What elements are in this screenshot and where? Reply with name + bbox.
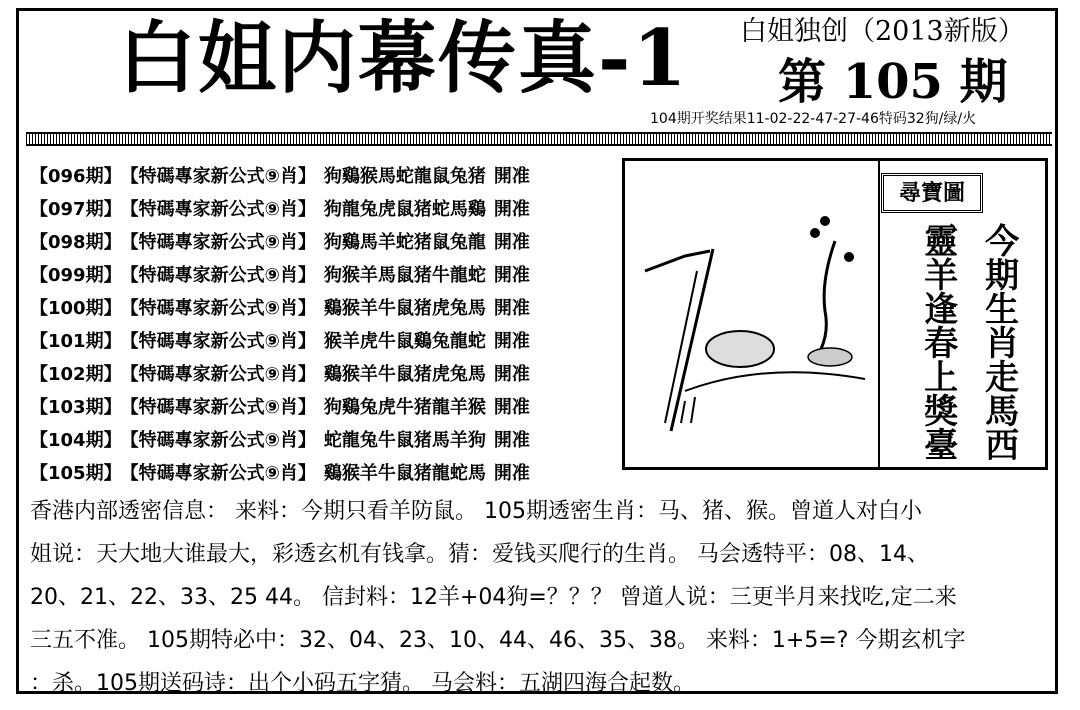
list-item xyxy=(30,457,610,490)
clue-line-1: 今期生肖走馬西 xyxy=(978,223,1019,461)
insider-info xyxy=(30,490,1040,705)
list-item xyxy=(30,292,610,325)
pick-zodiacs: 狗鷄兔虎牛猪龍羊猴 xyxy=(323,397,486,418)
pick-formula: 【特碼專家新公式⑨肖】 xyxy=(129,430,316,451)
treasure-map-panel xyxy=(622,158,1048,470)
pick-formula: 【特碼專家新公式⑨肖】 xyxy=(129,199,316,220)
pick-issue: 【100期】 xyxy=(30,298,122,319)
list-item xyxy=(30,259,610,292)
pick-status: 開准 xyxy=(493,463,530,484)
pick-issue: 【096期】 xyxy=(30,166,122,187)
info-line: ：杀。105期送码诗：出个小码五字猜。 马会料：五湖四海合起数。 xyxy=(30,671,695,696)
pick-status: 開准 xyxy=(493,430,530,451)
pick-formula: 【特碼專家新公式⑨肖】 xyxy=(129,232,316,253)
pick-zodiacs: 蛇龍兔牛鼠猪馬羊狗 xyxy=(323,430,486,451)
pick-zodiacs: 狗鷄馬羊蛇猪鼠兔龍 xyxy=(323,232,486,253)
info-line: 20、21、22、33、25 44。 信封料：12羊+04狗=？？？ 曾道人说：三更半月来找吃,定二来 xyxy=(30,585,957,610)
list-item xyxy=(30,325,610,358)
list-item xyxy=(30,424,610,457)
header-divider xyxy=(26,132,1052,146)
pick-issue: 【099期】 xyxy=(30,265,122,286)
panel-divider xyxy=(878,161,880,467)
pick-issue: 【097期】 xyxy=(30,199,122,220)
treasure-map-sketch xyxy=(625,161,875,467)
pick-status: 開准 xyxy=(493,166,530,187)
pick-status: 開准 xyxy=(493,298,530,319)
pick-formula: 【特碼專家新公式⑨肖】 xyxy=(129,331,316,352)
info-line: 三五不准。 105期特必中：32、04、23、10、44、46、35、38。 来料：1+5=? 今期玄机字 xyxy=(30,628,966,653)
clue-line-2: 靈羊逢春上獎臺 xyxy=(917,223,958,461)
pick-formula: 【特碼專家新公式⑨肖】 xyxy=(129,298,316,319)
pick-formula: 【特碼專家新公式⑨肖】 xyxy=(129,364,316,385)
pick-zodiacs: 猴羊虎牛鼠鷄兔龍蛇 xyxy=(323,331,486,352)
page-title: 白姐内幕传真-1 xyxy=(118,13,689,104)
pick-formula: 【特碼專家新公式⑨肖】 xyxy=(129,397,316,418)
edition-subtitle: 白姐独创（2013新版） xyxy=(740,16,1025,47)
info-line: 香港内部透密信息： 来料：今期只看羊防鼠。 105期透密生肖：马、猪、猴。曾道人对白小 xyxy=(30,499,922,524)
list-item xyxy=(30,193,610,226)
treasure-map-title: 尋寶圖 xyxy=(881,173,983,213)
pick-formula: 【特碼專家新公式⑨肖】 xyxy=(129,265,316,286)
pick-status: 開准 xyxy=(493,232,530,253)
pick-zodiacs: 狗鷄猴馬蛇龍鼠兔猪 xyxy=(323,166,486,187)
pick-zodiacs: 鷄猴羊牛鼠猪虎兔馬 xyxy=(323,364,486,385)
pick-status: 開准 xyxy=(493,397,530,418)
pick-zodiacs: 鷄猴羊牛鼠猪虎兔馬 xyxy=(323,298,486,319)
list-item xyxy=(30,226,610,259)
pick-status: 開准 xyxy=(493,331,530,352)
pick-issue: 【105期】 xyxy=(30,463,122,484)
pick-zodiacs: 鷄猴羊牛鼠猪龍蛇馬 xyxy=(323,463,486,484)
pick-issue: 【103期】 xyxy=(30,397,122,418)
pick-status: 開准 xyxy=(493,199,530,220)
pick-issue: 【101期】 xyxy=(30,331,122,352)
pick-status: 開准 xyxy=(493,364,530,385)
list-item xyxy=(30,391,610,424)
pick-zodiacs: 狗猴羊馬鼠猪牛龍蛇 xyxy=(323,265,486,286)
info-line: 姐说：天大地大谁最大，彩透玄机有钱拿。猜：爱钱买爬行的生肖。 马会透特平：08、14、 xyxy=(30,542,929,567)
list-item xyxy=(30,358,610,391)
pick-formula: 【特碼專家新公式⑨肖】 xyxy=(129,166,316,187)
pick-issue: 【098期】 xyxy=(30,232,122,253)
pick-issue: 【102期】 xyxy=(30,364,122,385)
list-item xyxy=(30,160,610,193)
pick-issue: 【104期】 xyxy=(30,430,122,451)
pick-formula: 【特碼專家新公式⑨肖】 xyxy=(129,463,316,484)
issue-number: 第 105 期 xyxy=(778,54,1008,110)
last-result: 104期开奖结果11-02-22-47-27-46特码32狗/绿/火 xyxy=(650,111,977,127)
pick-status: 開准 xyxy=(493,265,530,286)
pick-zodiacs: 狗龍兔虎鼠猪蛇馬鷄 xyxy=(323,199,486,220)
picks-list xyxy=(30,160,610,490)
